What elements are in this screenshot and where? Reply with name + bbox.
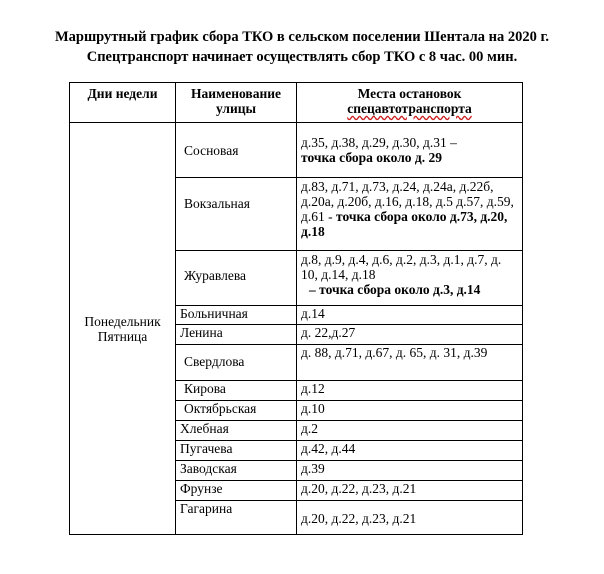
street-name: Гагарина bbox=[176, 501, 297, 535]
street-name: Октябрьская bbox=[176, 401, 297, 421]
schedule-table bbox=[69, 82, 523, 535]
header-days: Дни недели bbox=[70, 83, 176, 123]
stops-cell: д.20, д.22, д.23, д.21 bbox=[297, 481, 523, 501]
header-stops: Места остановок спецавтотранспорта bbox=[297, 83, 523, 123]
days-cell: Понедельник Пятница bbox=[70, 123, 176, 535]
street-name: Больничная bbox=[176, 306, 297, 325]
street-name: Пугачева bbox=[176, 441, 297, 461]
title-line-1: Маршрутный график сбора ТКО в сельском поселении Шентала на 2020 г. bbox=[54, 29, 550, 45]
stops-cell: д.10 bbox=[297, 401, 523, 421]
stops-cell: д.8, д.9, д.4, д.6, д.2, д.3, д.1, д.7, д. 10, д.14, д.18 – точка сбора около д.3, д.14 bbox=[297, 251, 523, 306]
street-name: Хлебная bbox=[176, 421, 297, 441]
street-name: Журавлева bbox=[176, 251, 297, 306]
street-name: Фрунзе bbox=[176, 481, 297, 501]
stops-cell: д.42, д.44 bbox=[297, 441, 523, 461]
street-name: Сосновая bbox=[176, 123, 297, 178]
street-name: Вокзальная bbox=[176, 178, 297, 251]
header-street: Наименование улицы bbox=[176, 83, 297, 123]
stops-cell: д.35, д.38, д.29, д.30, д.31 – точка сбора около д. 29 bbox=[297, 123, 523, 178]
stops-cell: д.20, д.22, д.23, д.21 bbox=[297, 501, 523, 535]
street-name: Ленина bbox=[176, 325, 297, 345]
stops-cell: д. 22,д.27 bbox=[297, 325, 523, 345]
stops-cell: д.2 bbox=[297, 421, 523, 441]
street-name: Свердлова bbox=[176, 345, 297, 381]
stops-cell: д.14 bbox=[297, 306, 523, 325]
stops-cell: д. 88, д.71, д.67, д. 65, д. 31, д.39 bbox=[297, 345, 523, 381]
stops-cell: д.39 bbox=[297, 461, 523, 481]
stops-cell: д.12 bbox=[297, 381, 523, 401]
street-name: Заводская bbox=[176, 461, 297, 481]
document-title bbox=[0, 27, 604, 67]
title-line-2: Спецтранспорт начинает осуществлять сбор ТКО с 8 час. 00 мин. bbox=[86, 49, 518, 65]
header-row bbox=[70, 83, 523, 123]
table-row bbox=[70, 123, 523, 178]
stops-cell: д.83, д.71, д.73, д.24, д.24а, д.22б, д.20а, д.20б, д.16, д.18, д.5 д.57, д.59, д.61 - точка сбора около д.73, д.20, д.18 bbox=[297, 178, 523, 251]
street-name: Кирова bbox=[176, 381, 297, 401]
